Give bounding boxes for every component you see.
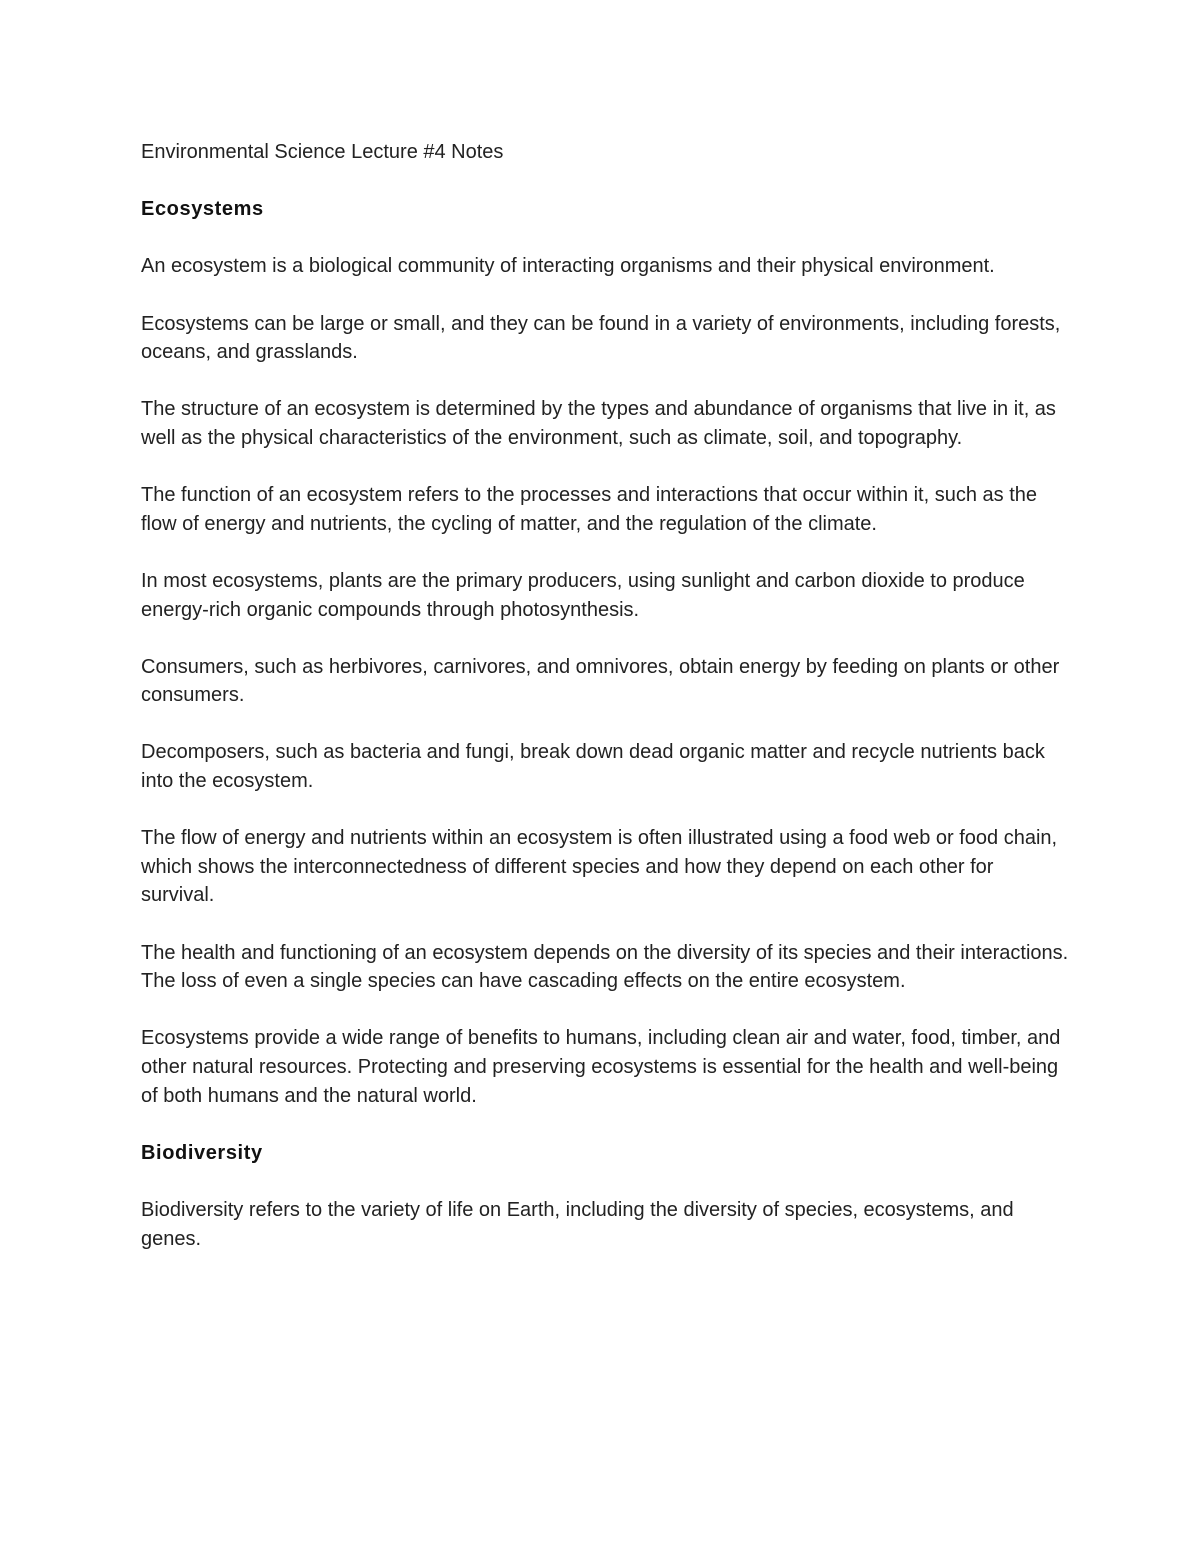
section-heading-ecosystems: Ecosystems [141,198,264,221]
paragraph: The function of an ecosystem refers to the processes and interactions that occur within it, such as the flow of energy and nutrients, the cycling of matter, and the regulation of the climate. [141,484,1038,535]
document-body [141,138,1071,1282]
document-title: Environmental Science Lecture #4 Notes [141,141,504,163]
paragraph: Ecosystems can be large or small, and they can be found in a variety of environments, including forests, oceans, and grasslands. [141,312,1061,364]
paragraph: In most ecosystems, plants are the primary producers, using sunlight and carbon dioxide to produce energy-rich organic compounds through photosynthesis. [141,569,1025,621]
paragraph: Consumers, such as herbivores, carnivores, and omnivores, obtain energy by feeding on plants or other consumers. [141,655,1060,707]
paragraph: Ecosystems provide a wide range of benefits to humans, including clean air and water, food, timber, and other natural resources. Protecting and preserving ecosystems is essential for the health and well-being of both humans and the natural world. [141,1027,1061,1107]
paragraph: An ecosystem is a biological community of interacting organisms and their physical environment. [141,255,995,278]
paragraph: The flow of energy and nutrients within an ecosystem is often illustrated using a food web or food chain, which shows the interconnectedness of different species and how they depend on each other for survival. [141,827,1058,907]
paragraph: Decomposers, such as bacteria and fungi, break down dead organic matter and recycle nutrients back into the ecosystem. [141,741,1045,793]
section-heading-biodiversity: Biodiversity [141,1141,263,1164]
paragraph: The structure of an ecosystem is determined by the types and abundance of organisms that live in it, as well as the physical characteristics of the environment, such as climate, soil, and topography. [141,398,1056,449]
paragraph: The health and functioning of an ecosystem depends on the diversity of its species and their interactions. The loss of even a single species can have cascading effects on the entire ecosystem. [141,941,1069,993]
paragraph: Biodiversity refers to the variety of life on Earth, including the diversity of species, ecosystems, and genes. [141,1198,1014,1250]
